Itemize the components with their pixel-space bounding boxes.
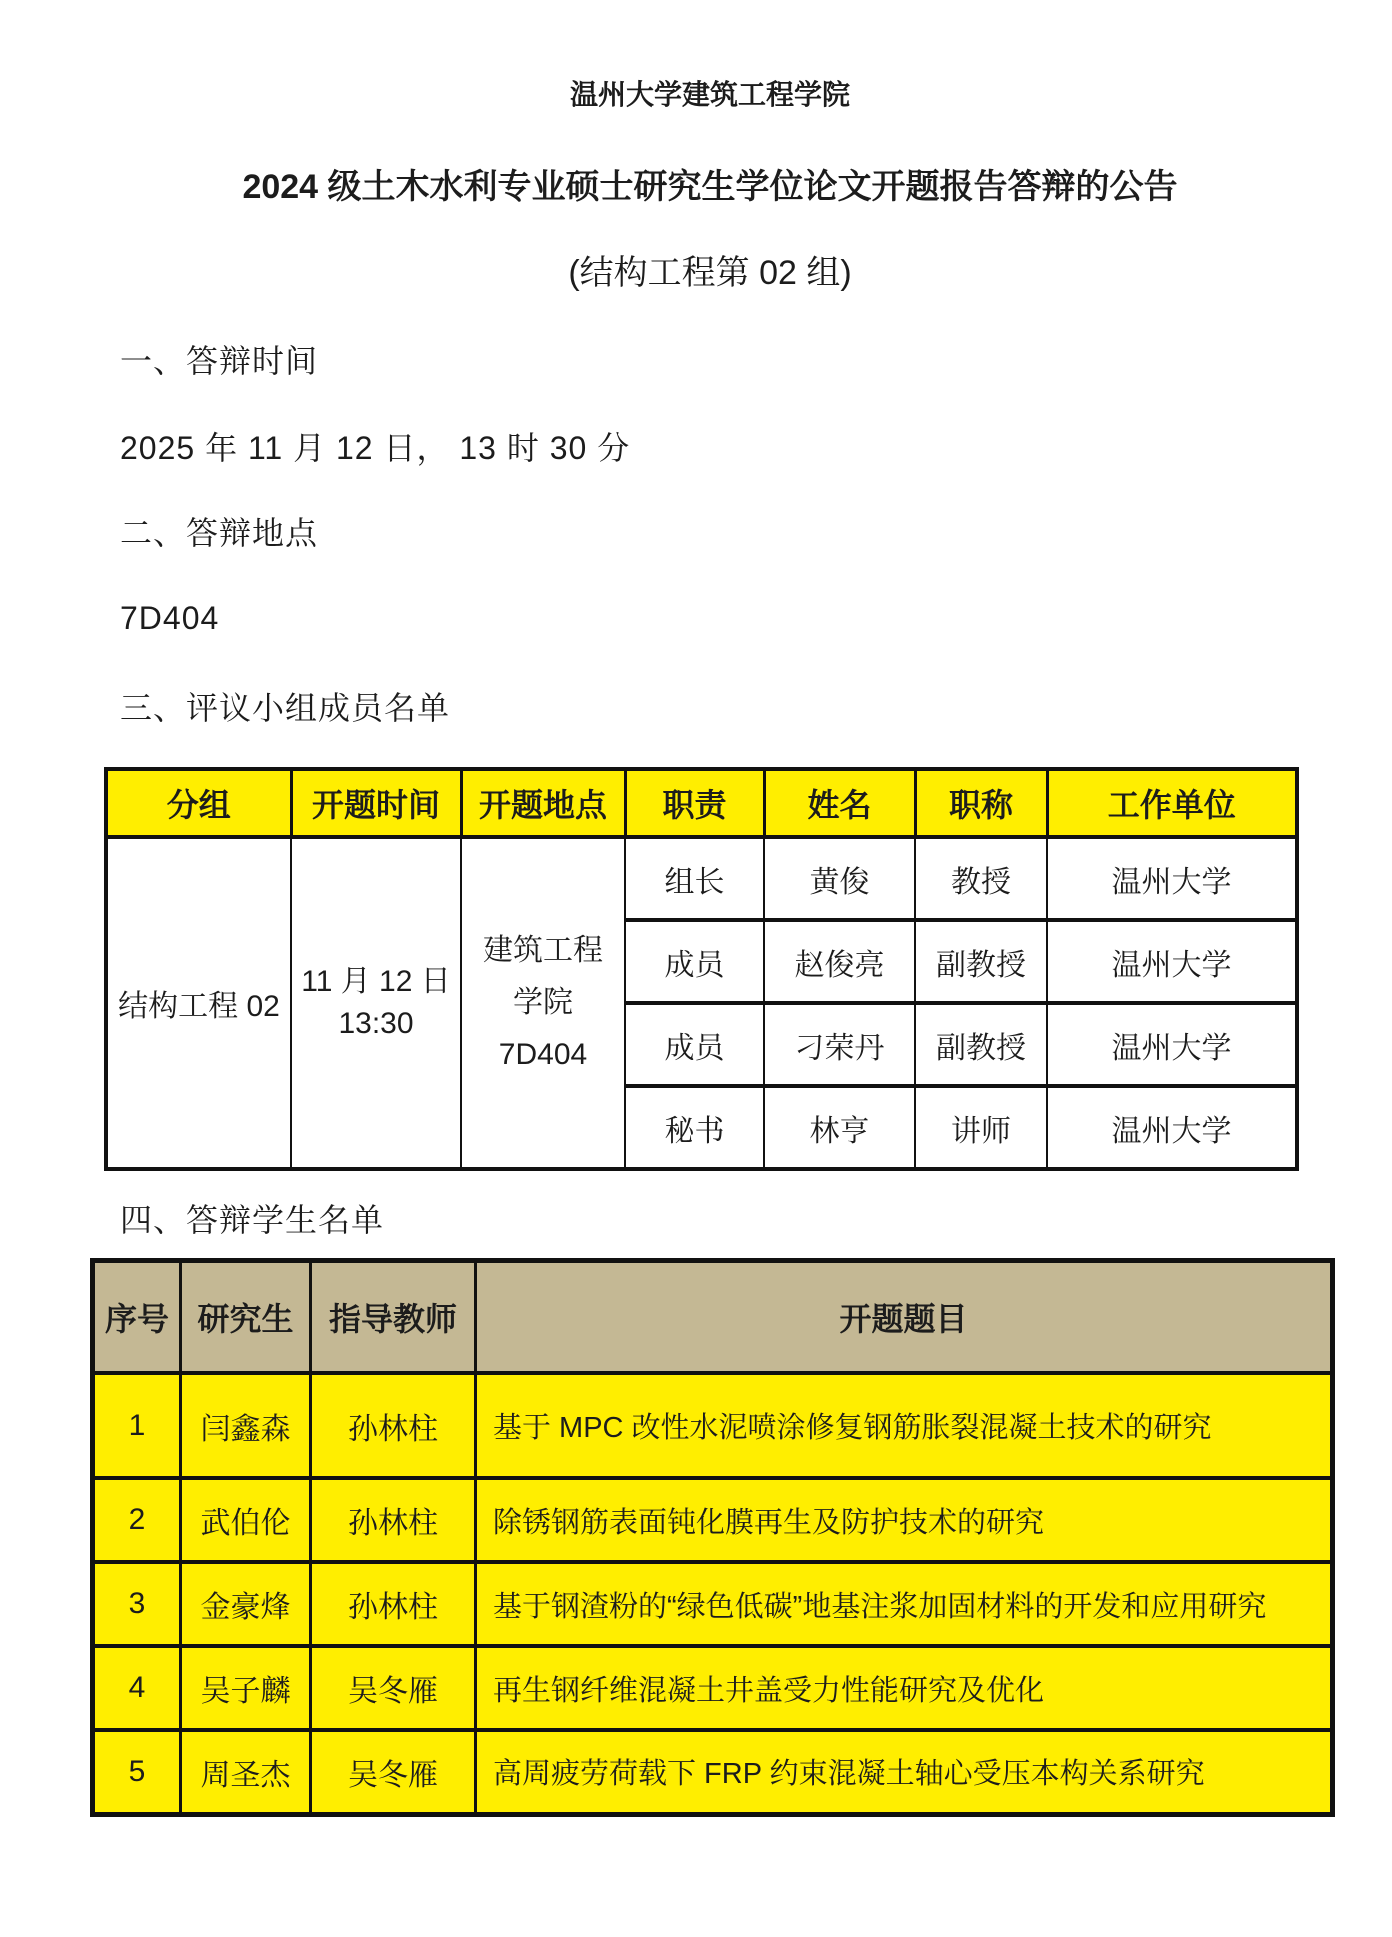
col-header-advisor: 指导教师 <box>311 1261 476 1374</box>
member-title: 讲师 <box>915 1086 1047 1169</box>
announcement-document <box>90 0 1330 1817</box>
member-name: 黄俊 <box>764 837 915 920</box>
col-header-name: 姓名 <box>764 769 915 837</box>
member-role: 成员 <box>625 1003 764 1086</box>
section-heading-defense-location: 二、答辩地点 <box>120 515 319 551</box>
advisor-name: 孙林柱 <box>311 1478 476 1562</box>
col-header-location: 开题地点 <box>461 769 625 837</box>
student-no: 3 <box>93 1562 181 1646</box>
col-header-title: 职称 <box>915 769 1047 837</box>
students-header-row <box>93 1261 1333 1374</box>
member-org: 温州大学 <box>1047 1003 1297 1086</box>
col-header-group: 分组 <box>106 769 291 837</box>
student-name: 吴子麟 <box>181 1646 311 1730</box>
student-no: 1 <box>93 1373 181 1478</box>
advisor-name: 吴冬雁 <box>311 1646 476 1730</box>
student-no: 5 <box>93 1730 181 1814</box>
student-no: 4 <box>93 1646 181 1730</box>
advisor-name: 孙林柱 <box>311 1562 476 1646</box>
location-line-1: 建筑工程 <box>483 934 603 967</box>
col-header-time: 开题时间 <box>291 769 461 837</box>
section-heading-committee-list: 三、评议小组成员名单 <box>120 690 451 726</box>
defense-location-value: 7D404 <box>120 600 220 636</box>
member-name: 刁荣丹 <box>764 1003 915 1086</box>
member-role: 组长 <box>625 837 764 920</box>
member-role: 成员 <box>625 920 764 1003</box>
col-header-org: 工作单位 <box>1047 769 1297 837</box>
topic-title: 再生钢纤维混凝土井盖受力性能研究及优化 <box>476 1646 1333 1730</box>
college-title: 温州大学建筑工程学院 <box>569 79 850 110</box>
announcement-title: 2024 级土木水利专业硕士研究生学位论文开题报告答辩的公告 <box>242 168 1178 206</box>
col-header-no: 序号 <box>93 1261 181 1374</box>
col-header-role: 职责 <box>625 769 764 837</box>
defense-time-value: 2025 年 11 月 12 日， 13 时 30 分 <box>120 430 631 466</box>
time-line-1: 11 月 12 日 <box>301 965 451 998</box>
member-role: 秘书 <box>625 1086 764 1169</box>
member-title: 副教授 <box>915 1003 1047 1086</box>
committee-header-row <box>106 769 1297 837</box>
advisor-name: 吴冬雁 <box>311 1730 476 1814</box>
time-cell <box>291 837 461 1169</box>
location-line-3: 7D404 <box>498 1038 588 1071</box>
student-name: 周圣杰 <box>181 1730 311 1814</box>
student-name: 金豪烽 <box>181 1562 311 1646</box>
time-line-2: 13:30 <box>338 1007 414 1040</box>
committee-row-1 <box>106 837 1297 920</box>
student-row-2 <box>93 1478 1333 1562</box>
topic-title: 基于钢渣粉的“绿色低碳”地基注浆加固材料的开发和应用研究 <box>476 1562 1333 1646</box>
advisor-name: 孙林柱 <box>311 1373 476 1478</box>
student-row-3 <box>93 1562 1333 1646</box>
member-name: 林亨 <box>764 1086 915 1169</box>
students-table <box>90 1258 1335 1817</box>
topic-title: 高周疲劳荷载下 FRP 约束混凝土轴心受压本构关系研究 <box>476 1730 1333 1814</box>
location-cell <box>461 837 625 1169</box>
student-row-1 <box>93 1373 1333 1478</box>
topic-title: 除锈钢筋表面钝化膜再生及防护技术的研究 <box>476 1478 1333 1562</box>
student-name: 闫鑫森 <box>181 1373 311 1478</box>
group-subtitle: (结构工程第 02 组) <box>568 254 852 292</box>
committee-table <box>104 767 1299 1171</box>
member-title: 教授 <box>915 837 1047 920</box>
location-line-2: 学院 <box>513 986 573 1019</box>
member-org: 温州大学 <box>1047 1086 1297 1169</box>
member-name: 赵俊亮 <box>764 920 915 1003</box>
section-heading-student-list: 四、答辩学生名单 <box>120 1202 385 1238</box>
group-cell: 结构工程 02 <box>106 837 291 1169</box>
student-no: 2 <box>93 1478 181 1562</box>
col-header-student: 研究生 <box>181 1261 311 1374</box>
student-row-4 <box>93 1646 1333 1730</box>
member-org: 温州大学 <box>1047 920 1297 1003</box>
member-title: 副教授 <box>915 920 1047 1003</box>
member-org: 温州大学 <box>1047 837 1297 920</box>
topic-title: 基于 MPC 改性水泥喷涂修复钢筋胀裂混凝土技术的研究 <box>476 1373 1333 1478</box>
col-header-topic: 开题题目 <box>476 1261 1333 1374</box>
student-row-5 <box>93 1730 1333 1814</box>
section-heading-defense-time: 一、答辩时间 <box>120 343 319 379</box>
student-name: 武伯伦 <box>181 1478 311 1562</box>
